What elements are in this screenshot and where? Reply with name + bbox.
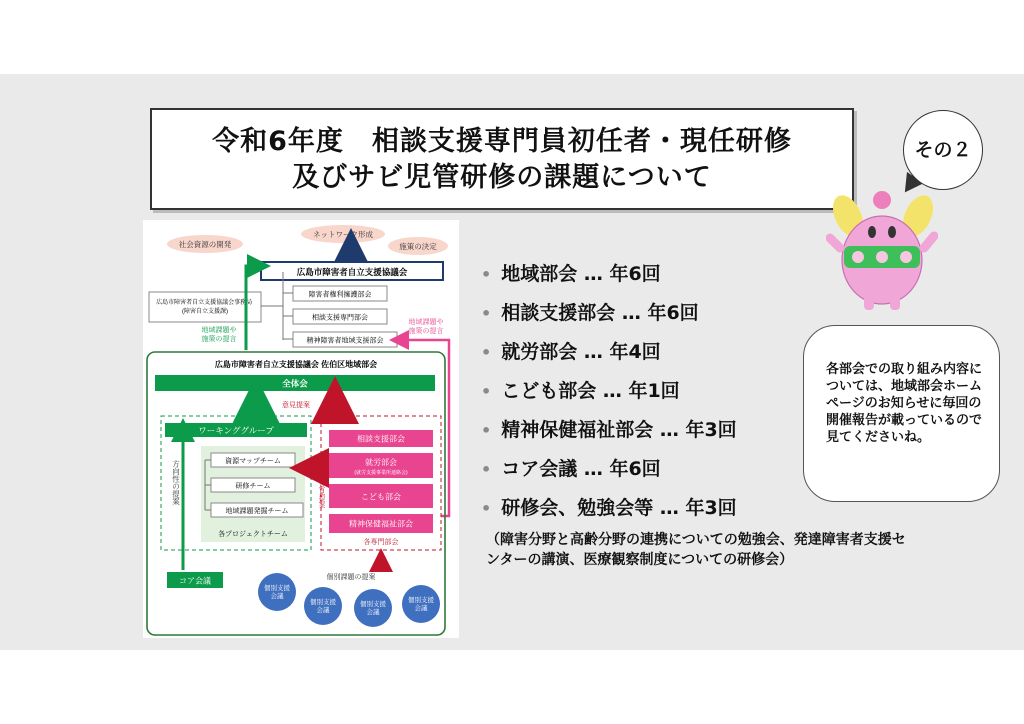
list-item [481, 297, 801, 336]
list-item [481, 414, 801, 453]
connector-line [261, 272, 283, 340]
mascot-icon [826, 186, 938, 312]
individual-meeting-circle [304, 587, 342, 625]
bullet-icon: • [481, 460, 492, 479]
right-proposal-label: 地域課題や施策の提言 [408, 319, 444, 335]
committee-label: 相談支援部会 [357, 434, 405, 444]
left-proposal-label: 地域課題や施策の提言 [201, 327, 237, 343]
bullet-icon: • [481, 499, 492, 518]
list-item [481, 492, 801, 531]
list-item-text: 研修会、勉強会等 … 年3回 [501, 497, 737, 519]
bullet-icon: • [481, 382, 492, 401]
committee-label: こども部会 [361, 492, 401, 502]
list-item [481, 453, 801, 492]
title-line-2: 及びサビ児管研修の課題について [292, 162, 712, 193]
regional-label: 広島市障害者自立支援協議会 佐伯区地域部会 [214, 360, 378, 369]
subcommittee-label: 精神障害者地域支援部会 [306, 337, 384, 345]
list-item-text: こども部会 … 年1回 [501, 380, 680, 402]
council-label: 広島市障害者自立支援協議会 [296, 267, 408, 277]
individual-meeting-label: 個別支援会議 [408, 597, 434, 612]
slide-title [150, 108, 854, 210]
general-assembly-label: 全体会 [282, 378, 308, 389]
individual-meeting-circle [402, 585, 440, 623]
list-item [481, 375, 801, 414]
project-label: 各プロジェクトチーム [218, 531, 288, 538]
subcommittee-label: 相談支援専門部会 [312, 314, 368, 322]
meeting-frequency-list [481, 258, 801, 531]
list-item-text: 精神保健福祉部会 … 年3回 [501, 419, 737, 441]
opinion-label: 意見提案 [282, 402, 310, 409]
outcome-label: 施策の決定 [399, 242, 437, 251]
committee-label: 精神保健福祉部会 [349, 519, 413, 529]
council-structure-diagram [143, 220, 459, 638]
committee-sub-label: (就労支援事業所連絡会) [354, 470, 408, 476]
individual-meeting-label: 個別支援会議 [310, 599, 336, 614]
opinion-vertical-label: 意見提案 [317, 482, 325, 508]
callout-text: 各部会での取り組み内容については、地域部会ホームページのお知らせに毎回の開催報告が載っているので見てくださいね。 [826, 362, 983, 445]
bullet-icon: • [481, 343, 492, 362]
bullet-icon: • [481, 421, 492, 440]
callout-bubble [803, 325, 1000, 502]
core-meeting-label: コア会議 [179, 576, 211, 586]
list-item-text: 地域部会 … 年6回 [501, 263, 661, 285]
list-item [481, 258, 801, 297]
speech-bubble-badge: その２ [903, 110, 983, 190]
list-item-text: 相談支援部会 … 年6回 [501, 302, 699, 324]
individual-meeting-label: 個別支援会議 [264, 585, 290, 600]
title-line-1: 令和6年度 相談支援専門員初任者・現任研修 [212, 126, 792, 157]
working-group-label: ワーキンググループ [198, 425, 274, 436]
outcome-label: ネットワーク形成 [313, 230, 373, 239]
committee-group-label: 各専門部会 [363, 539, 399, 546]
individual-proposal-label: 個別課題の提案 [326, 574, 376, 581]
team-label: 地域課題発掘チーム [225, 508, 289, 515]
training-note: （障害分野と高齢分野の連携についての勉強会、発達障害者支援センターの講演、医療観察制度についての研修会） [486, 532, 906, 568]
office-box [149, 292, 261, 322]
connector-line [283, 293, 293, 339]
individual-meeting-label: 個別支援会議 [360, 601, 386, 616]
committee-label: 就労部会 [365, 458, 397, 467]
bullet-icon: • [481, 265, 492, 284]
team-label: 研修チーム [235, 483, 271, 490]
outcome-label: 社会資源の開発 [178, 240, 232, 249]
list-item-text: コア会議 … 年6回 [501, 458, 661, 480]
team-label: 資源マップチーム [225, 458, 281, 465]
individual-meeting-circle [354, 589, 392, 627]
direction-label: 方向性の提案 [171, 460, 181, 505]
subcommittee-label: 障害者権利擁護部会 [308, 291, 372, 299]
list-item [481, 336, 801, 375]
individual-meeting-circle [258, 573, 296, 611]
list-item-text: 就労部会 … 年4回 [501, 341, 661, 363]
bullet-icon: • [481, 304, 492, 323]
office-label: 広島市障害者自立支援協議会事務局 (障害自立支援課) [156, 300, 253, 315]
